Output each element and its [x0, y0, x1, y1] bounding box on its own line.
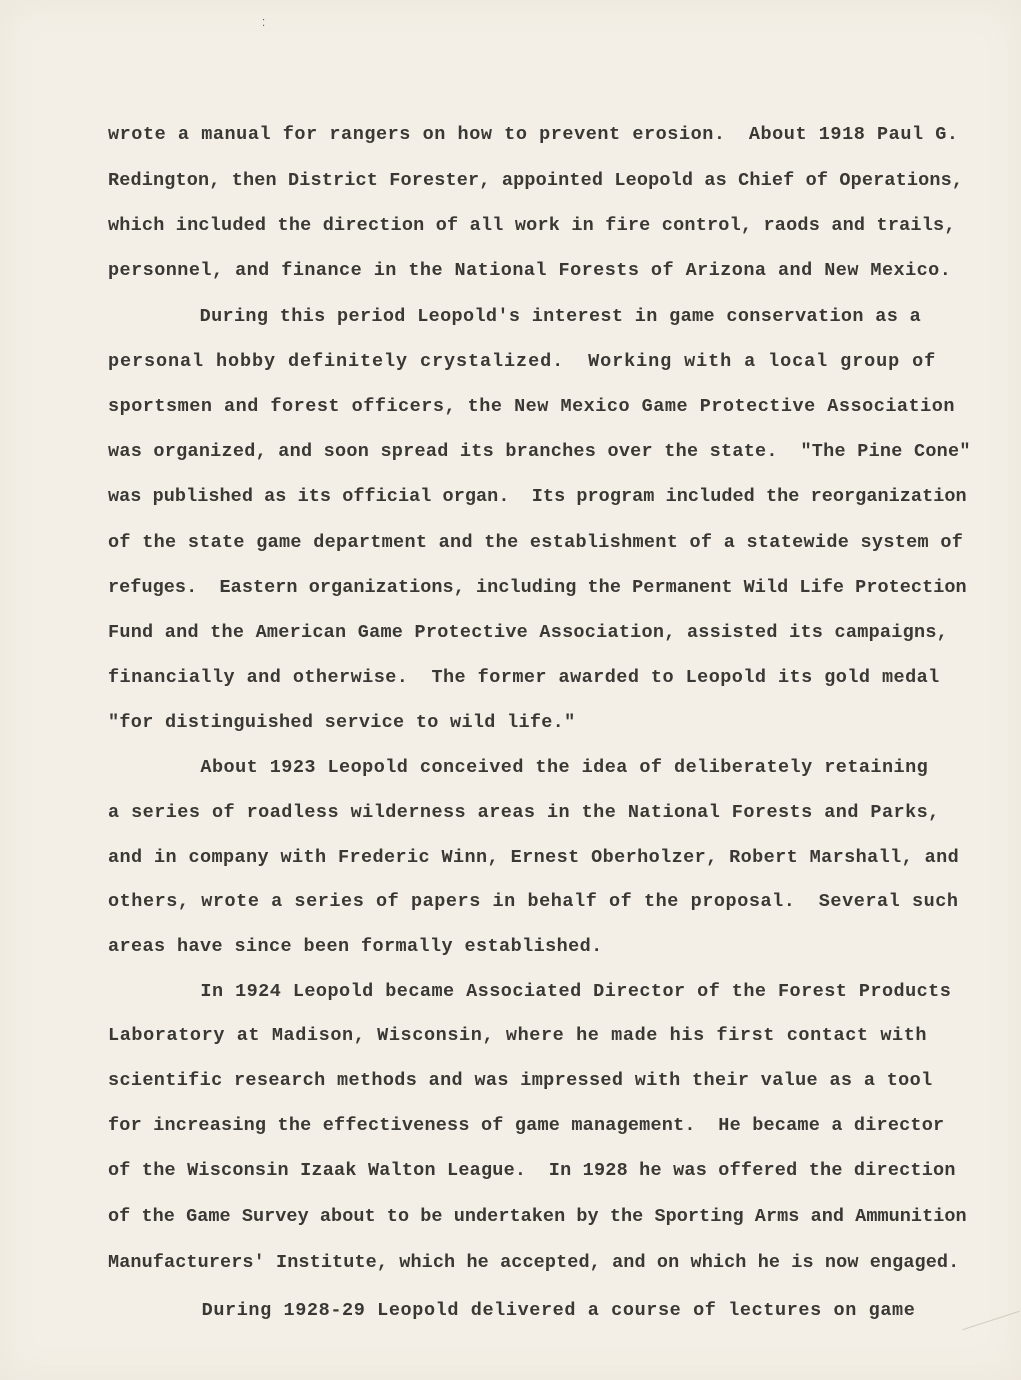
- paper-speck: ⁚: [262, 18, 266, 29]
- text-line-13: financially and otherwise. The former awarded to Leopold its gold medal: [108, 667, 940, 688]
- text-line-4: personnel, and finance in the National Forests of Arizona and New Mexico.: [108, 260, 952, 281]
- text-line-27: During 1928-29 Leopold delivered a course of lectures on game: [108, 1300, 916, 1321]
- paper-crease: [962, 1311, 1019, 1330]
- text-line-26: Manufacturers' Institute, which he accepted, and on which he is now engaged.: [108, 1252, 960, 1273]
- text-line-17: and in company with Frederic Winn, Ernest Oberholzer, Robert Marshall, and: [108, 847, 960, 868]
- text-line-7: sportsmen and forest officers, the New Mexico Game Protective Association: [108, 396, 955, 417]
- text-line-2: Redington, then District Forester, appointed Leopold as Chief of Operations,: [108, 170, 964, 191]
- text-line-22: scientific research methods and was impressed with their value as a tool: [108, 1070, 933, 1091]
- text-line-8: was organized, and soon spread its branches over the state. "The Pine Cone": [108, 441, 971, 462]
- text-line-5: During this period Leopold's interest in game conservation as a: [108, 306, 922, 327]
- text-line-9: was published as its official organ. Its program included the reorganization: [108, 486, 967, 507]
- text-line-15: About 1923 Leopold conceived the idea of deliberately retaining: [108, 757, 929, 778]
- text-line-20: In 1924 Leopold became Associated Director of the Forest Products: [108, 981, 952, 1002]
- text-line-11: refuges. Eastern organizations, including the Permanent Wild Life Protection: [108, 577, 967, 598]
- text-line-3: which included the direction of all work in fire control, raods and trails,: [108, 215, 956, 236]
- text-line-6: personal hobby definitely crystalized. Working with a local group of: [108, 351, 937, 372]
- text-line-24: of the Wisconsin Izaak Walton League. In 1928 he was offered the direction: [108, 1160, 956, 1181]
- text-line-16: a series of roadless wilderness areas in the National Forests and Parks,: [108, 802, 940, 823]
- text-line-21: Laboratory at Madison, Wisconsin, where he made his first contact with: [108, 1025, 928, 1046]
- text-line-19: areas have since been formally established.: [108, 936, 603, 957]
- text-line-18: others, wrote a series of papers in behalf of the proposal. Several such: [108, 891, 959, 912]
- text-line-12: Fund and the American Game Protective Association, assisted its campaigns,: [108, 622, 949, 643]
- text-line-25: of the Game Survey about to be undertaken by the Sporting Arms and Ammunition: [108, 1206, 967, 1227]
- text-line-10: of the state game department and the establishment of a statewide system of: [108, 532, 964, 553]
- text-line-14: "for distinguished service to wild life.": [108, 712, 576, 733]
- text-line-1: wrote a manual for rangers on how to prevent erosion. About 1918 Paul G.: [108, 124, 959, 145]
- text-line-23: for increasing the effectiveness of game management. He became a director: [108, 1115, 945, 1136]
